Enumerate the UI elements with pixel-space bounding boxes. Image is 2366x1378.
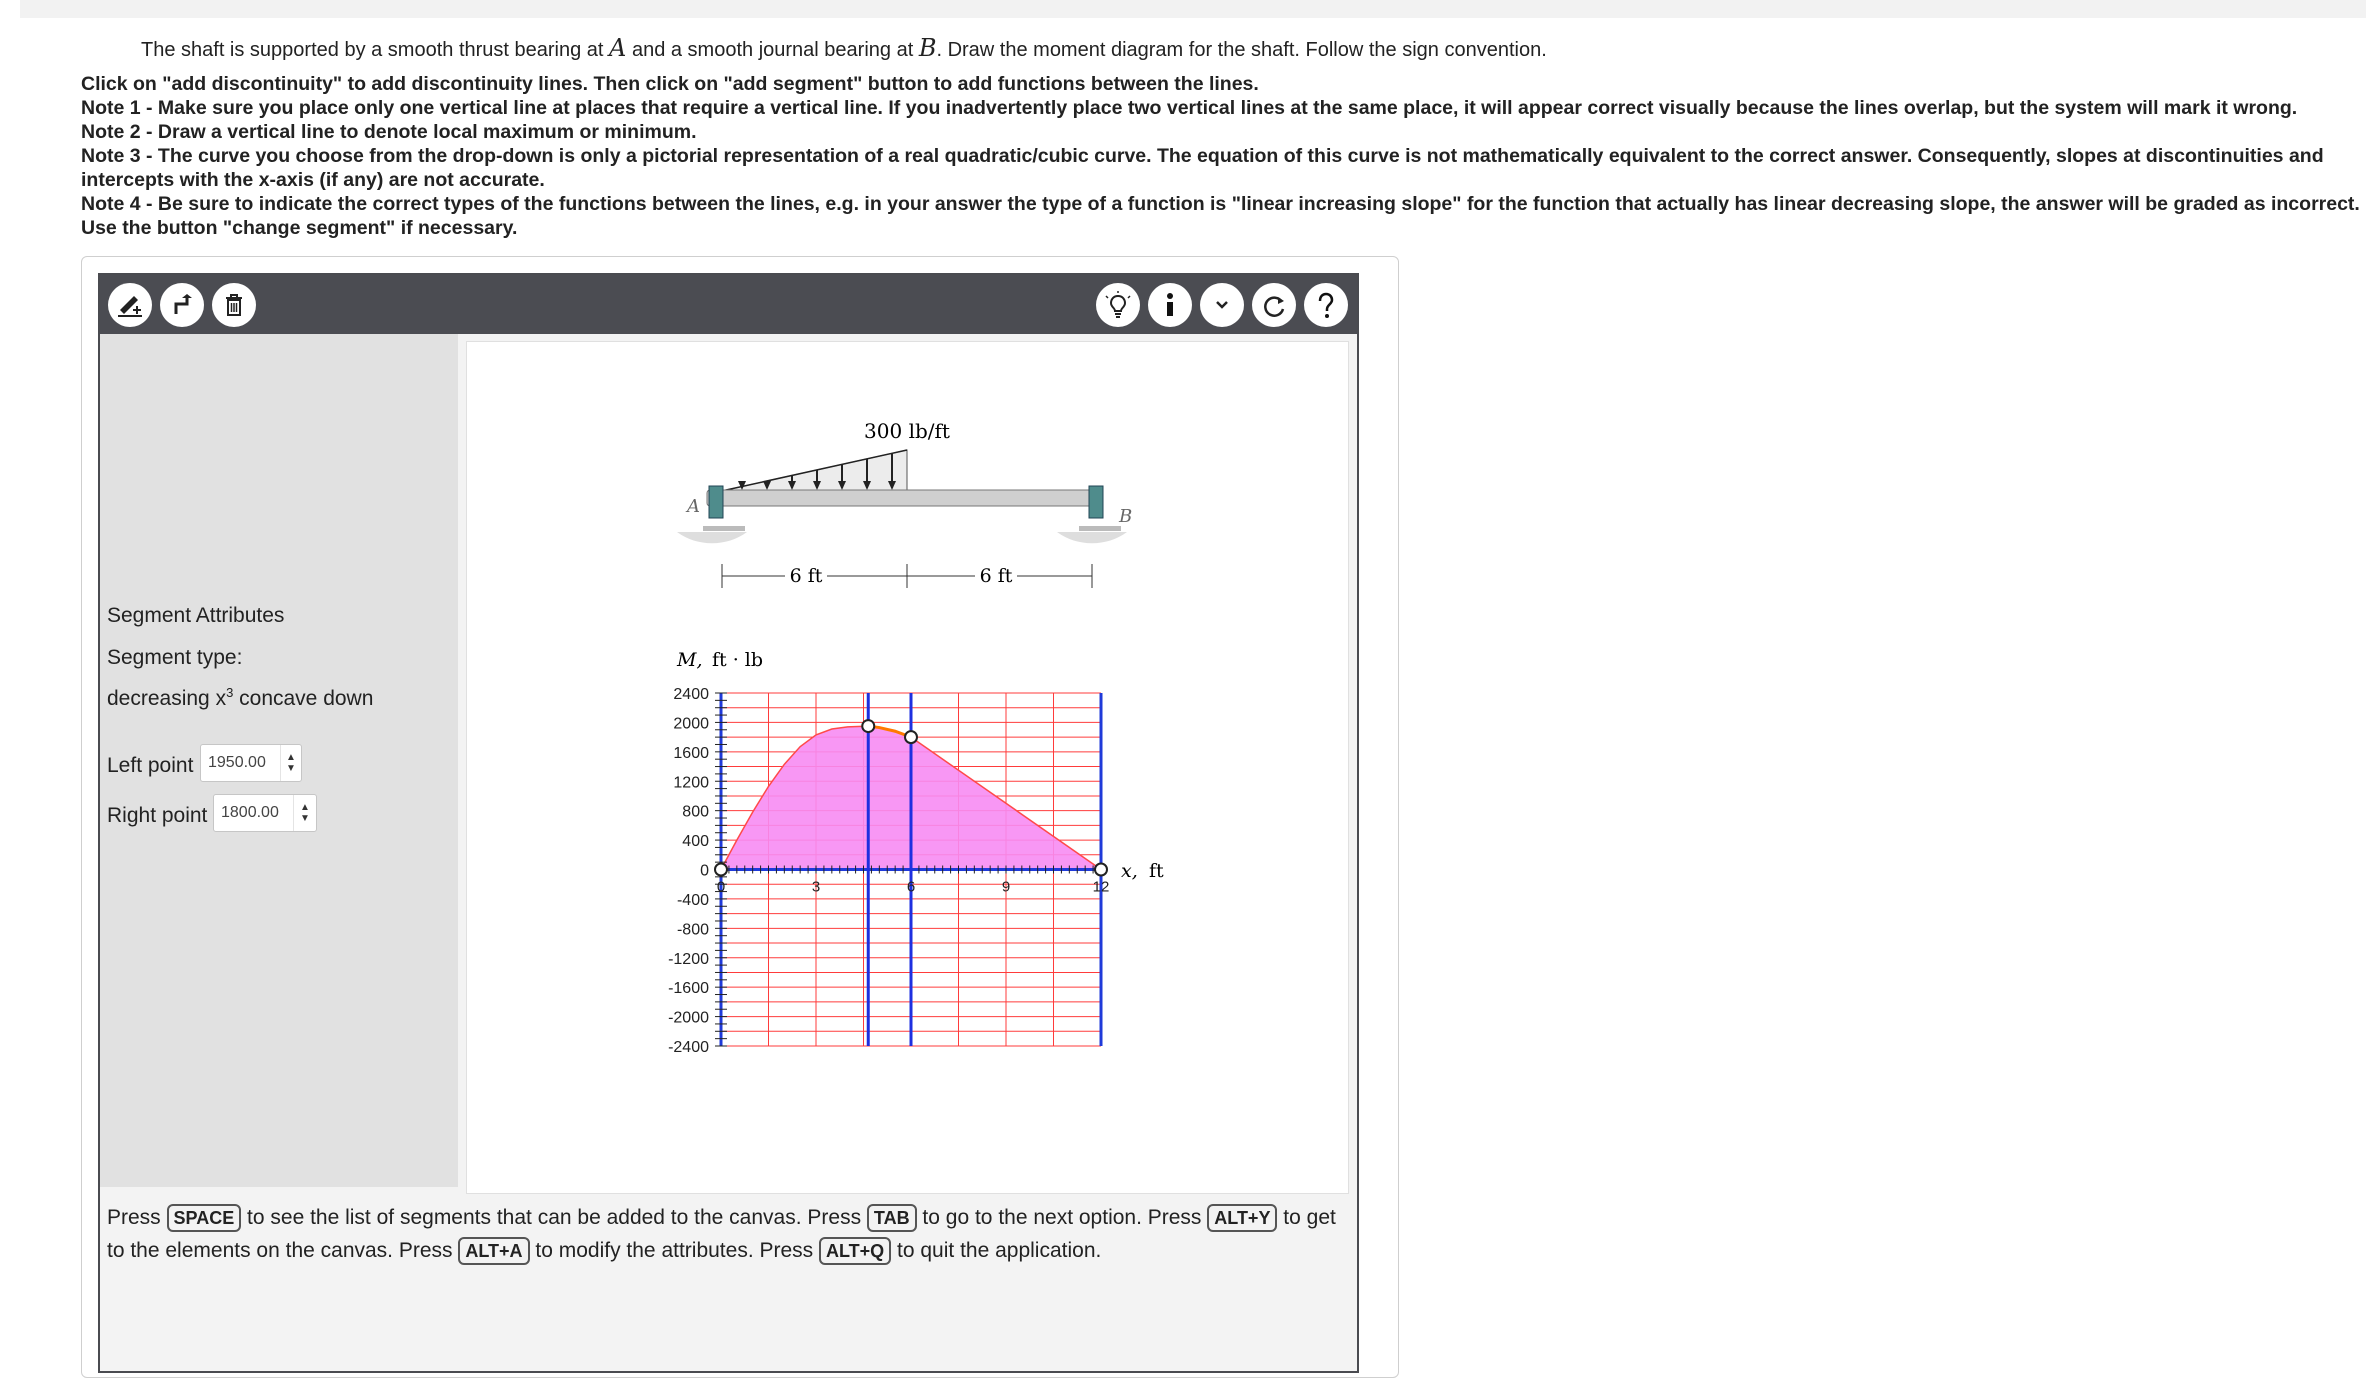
kbd-space: SPACE <box>167 1204 242 1232</box>
question-part-3: . Draw the moment diagram for the shaft. Follow the sign convention. <box>936 39 1547 61</box>
control-point <box>905 731 917 743</box>
add-segment-button[interactable] <box>160 283 204 327</box>
beam-figure <box>677 419 1132 588</box>
lightbulb-icon <box>1103 290 1133 320</box>
moment-chart[interactable] <box>668 649 1164 1056</box>
y-tick-label: -400 <box>676 891 709 909</box>
y-axis-unit: ft · lb <box>712 649 764 671</box>
segment-type-text: decreasing x <box>107 687 227 710</box>
help-text: to get to the elements on the canvas. Press <box>107 1206 1336 1262</box>
y-tick-label: 2400 <box>673 686 709 703</box>
left-point-arrows <box>280 745 301 781</box>
note-3: Note 3 - The curve you choose from the drop-down is only a pictorial representation of a real quadratic/cubic curve. The equation of this curve is not mathematically equivalent to the correct answer. Consequently, slopes at discontinuities and intercepts with the x-axis (if any) are not accurate. <box>81 145 2324 191</box>
ground-b <box>1057 532 1127 543</box>
right-point-label: Right point <box>107 804 208 827</box>
segment-type-label: Segment type: <box>107 646 243 669</box>
control-point <box>862 720 874 732</box>
y-tick-label: -2400 <box>668 1039 709 1056</box>
support-a-base <box>703 526 745 531</box>
support-b-base <box>1079 526 1121 531</box>
y-tick-label: 1600 <box>673 744 709 762</box>
x-tick-label: 12 <box>1092 878 1110 896</box>
kbd-alt-a: ALT+A <box>458 1237 529 1265</box>
load-label: 300 lb/ft <box>864 419 950 443</box>
y-tick-label: 800 <box>682 803 709 821</box>
help-text: to see the list of segments that can be added to the canvas. Press <box>241 1206 867 1229</box>
instruction-line: Click on "add discontinuity" to add discontinuity lines. Then click on "add segment" button to add functions between the lines. <box>81 73 1259 95</box>
increment-icon[interactable]: ▲ <box>300 802 310 813</box>
dropdown-button[interactable] <box>1200 283 1244 327</box>
y-tick-label: 0 <box>700 862 709 880</box>
help-text: to modify the attributes. Press <box>529 1239 820 1262</box>
left-point-label: Left point <box>107 754 194 777</box>
change-segment-note: Use the button "change segment" if necessary. <box>81 217 518 239</box>
note-4: Note 4 - Be sure to indicate the correct types of the functions between the lines, e.g. in your answer the type of a function is "linear increasing slope" for the function that actually has linear decreasing slope, the answer will be graded as incorrect. <box>81 193 2360 215</box>
keyboard-help <box>107 1201 1337 1267</box>
trash-icon <box>219 290 249 320</box>
y-tick-label: 1200 <box>673 774 709 792</box>
increment-icon[interactable]: ▲ <box>286 752 296 763</box>
left-point-input[interactable] <box>201 753 280 773</box>
y-tick-label: -1600 <box>668 980 709 998</box>
right-point-arrows <box>293 795 316 831</box>
x-tick-label: 3 <box>811 878 821 896</box>
y-tick-label: 400 <box>682 833 709 851</box>
help-button[interactable] <box>1304 283 1348 327</box>
instructions <box>81 72 2361 240</box>
kbd-alt-y: ALT+Y <box>1207 1204 1277 1232</box>
note-2: Note 2 - Draw a vertical line to denote local maximum or minimum. <box>81 121 697 143</box>
right-point-stepper <box>213 794 317 832</box>
help-text: to quit the application. <box>891 1239 1102 1262</box>
hint-button[interactable] <box>1096 283 1140 327</box>
y-tick-label: -800 <box>676 921 709 939</box>
var-b: B <box>918 34 937 62</box>
drawing-app <box>98 273 1359 1373</box>
chevron-down-icon <box>1207 290 1237 320</box>
add-discontinuity-button[interactable] <box>108 283 152 327</box>
left-point-stepper <box>200 744 302 782</box>
question-part-1: The shaft is supported by a smooth thrust bearing at <box>141 39 610 61</box>
shaft <box>707 490 1095 506</box>
x-axis-unit: ft <box>1149 860 1164 882</box>
ground-a <box>677 532 747 543</box>
dim-left-label: 6 ft <box>789 565 823 587</box>
segment-type-exponent: 3 <box>226 685 234 700</box>
kbd-alt-q: ALT+Q <box>819 1237 891 1265</box>
x-tick-label: 0 <box>716 878 726 896</box>
x-tick-label: 9 <box>1001 878 1011 896</box>
support-b-label: B <box>1119 506 1133 527</box>
canvas-svg[interactable] <box>467 342 1348 1193</box>
support-a-label: A <box>687 496 700 517</box>
note-1: Note 1 - Make sure you place only one vertical line at places that require a vertical line. If you inadvertently place two vertical lines at the same place, it will appear correct visually because the lines overlap, but the system will mark it wrong. <box>81 97 2298 119</box>
segment-type-suffix: concave down <box>233 687 374 710</box>
bearing-a <box>709 486 723 518</box>
var-a: A <box>609 34 627 62</box>
add-segment-icon <box>167 290 197 320</box>
y-tick-label: -2000 <box>668 1009 709 1027</box>
delete-button[interactable] <box>212 283 256 327</box>
question-text <box>141 34 1547 62</box>
segment-attributes-panel <box>100 334 458 1187</box>
help-icon <box>1311 290 1341 320</box>
decrement-icon[interactable]: ▼ <box>286 763 296 774</box>
y-tick-label: -1200 <box>668 950 709 968</box>
kbd-tab: TAB <box>867 1204 917 1232</box>
segment-type-value <box>107 685 373 711</box>
info-button[interactable] <box>1148 283 1192 327</box>
redo-button[interactable] <box>1252 283 1296 327</box>
toolbar <box>100 275 1357 334</box>
decrement-icon[interactable]: ▼ <box>300 813 310 824</box>
info-icon <box>1155 290 1185 320</box>
y-tick-label: 2000 <box>673 715 709 733</box>
top-bar <box>20 0 2366 18</box>
dim-right-label: 6 ft <box>979 565 1013 587</box>
x-tick-label: 6 <box>906 878 916 896</box>
bearing-b <box>1089 486 1103 518</box>
help-text: Press <box>107 1206 167 1229</box>
redo-icon <box>1259 290 1289 320</box>
control-point <box>715 864 727 876</box>
y-axis-variable: M, <box>677 649 703 671</box>
x-axis-variable: x, <box>1121 860 1138 882</box>
question-part-2: and a smooth journal bearing at <box>626 39 919 61</box>
drawing-canvas[interactable] <box>466 341 1349 1194</box>
right-point-input[interactable] <box>214 803 293 823</box>
control-point <box>1095 864 1107 876</box>
segment-attributes-title: Segment Attributes <box>107 604 285 627</box>
add-discontinuity-icon <box>115 290 145 320</box>
help-text: to go to the next option. Press <box>916 1206 1208 1229</box>
